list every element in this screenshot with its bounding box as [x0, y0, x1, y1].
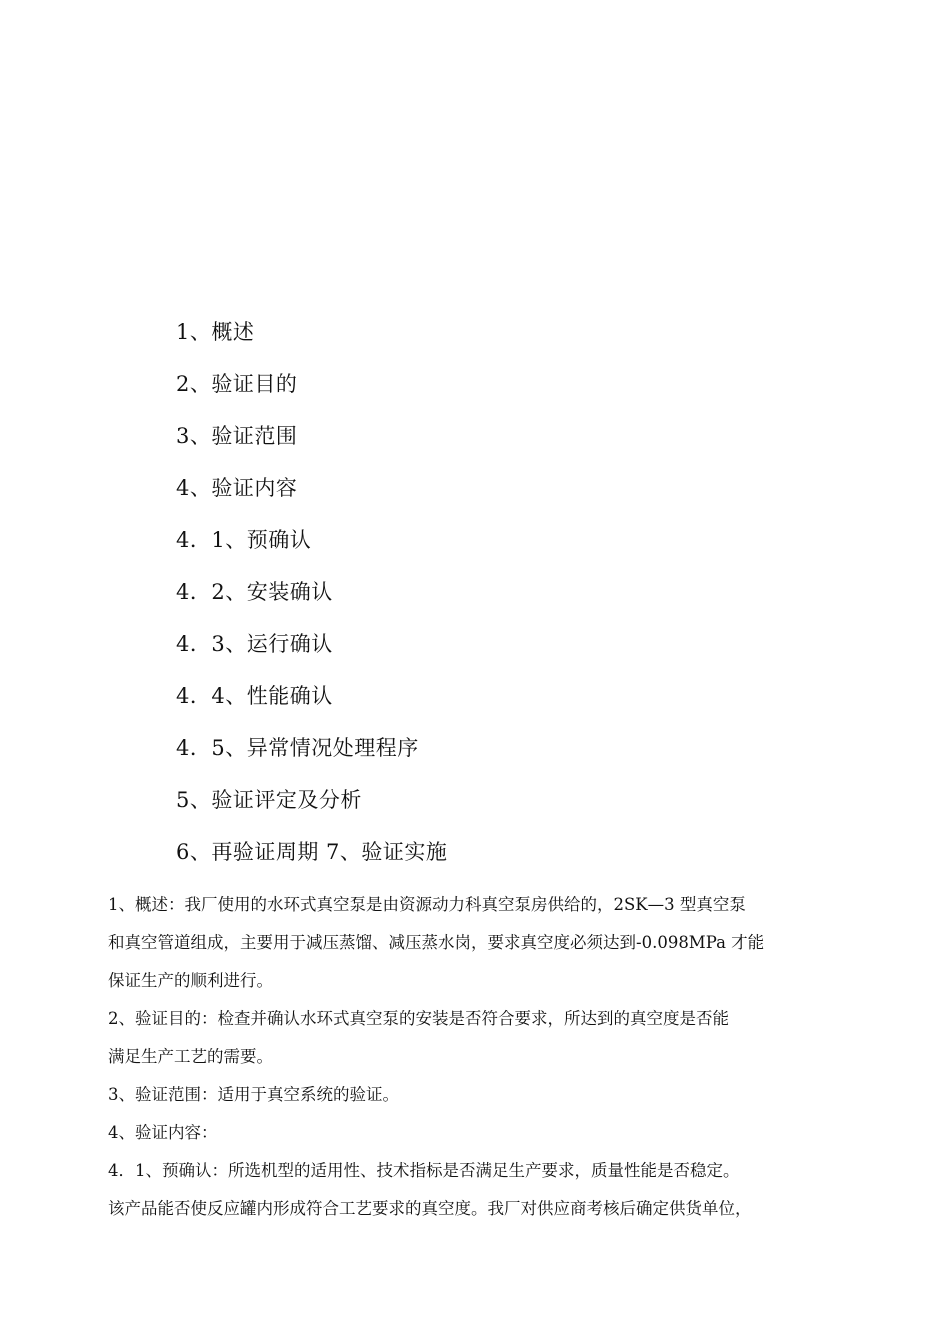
- text-line: 4、验证内容：: [108, 1123, 218, 1142]
- text-line: 3、验证范围：适用于真空系统的验证。: [108, 1085, 399, 1104]
- toc-item-overview: 1、概述: [176, 320, 255, 344]
- toc-item-purpose: 2、验证目的: [176, 372, 298, 396]
- text-line: 4．1、预确认：所选机型的适用性、技术指标是否满足生产要求，质量性能是否稳定。: [108, 1161, 740, 1180]
- table-of-contents: [176, 306, 816, 878]
- toc-item-installation-confirmation: 4．2、安装确认: [176, 580, 333, 604]
- text-line: 保证生产的顺利进行。: [108, 971, 273, 990]
- toc-item-exception-handling: 4．5、异常情况处理程序: [176, 736, 419, 760]
- toc-item-content: 4、验证内容: [176, 476, 298, 500]
- toc-item-revalidation-implementation: 6、再验证周期 7、验证实施: [176, 840, 448, 864]
- paragraph-purpose: [108, 1000, 844, 1076]
- text-line: 2、验证目的：检查并确认水环式真空泵的安装是否符合要求，所达到的真空度是否能: [108, 1009, 729, 1028]
- toc-item-scope: 3、验证范围: [176, 424, 298, 448]
- paragraph-pre-confirmation: [108, 1152, 844, 1228]
- text-line: 满足生产工艺的需要。: [108, 1047, 273, 1066]
- paragraph-scope: [108, 1076, 844, 1114]
- paragraph-overview: [108, 886, 844, 1000]
- text-line: 和真空管道组成，主要用于减压蒸馏、减压蒸水岗，要求真空度必须达到-0.098MPa 才能: [108, 933, 765, 952]
- paragraph-content: [108, 1114, 844, 1152]
- toc-item-pre-confirmation: 4．1、预确认: [176, 528, 312, 552]
- text-line: 该产品能否使反应罐内形成符合工艺要求的真空度。我厂对供应商考核后确定供货单位，: [108, 1199, 752, 1218]
- toc-item-evaluation: 5、验证评定及分析: [176, 788, 362, 812]
- document-body: [108, 886, 844, 1228]
- toc-item-performance-confirmation: 4．4、性能确认: [176, 684, 333, 708]
- text-line: 1、概述：我厂使用的水环式真空泵是由资源动力科真空泵房供给的，2SK—3 型真空泵: [108, 895, 746, 914]
- toc-item-operation-confirmation: 4．3、运行确认: [176, 632, 333, 656]
